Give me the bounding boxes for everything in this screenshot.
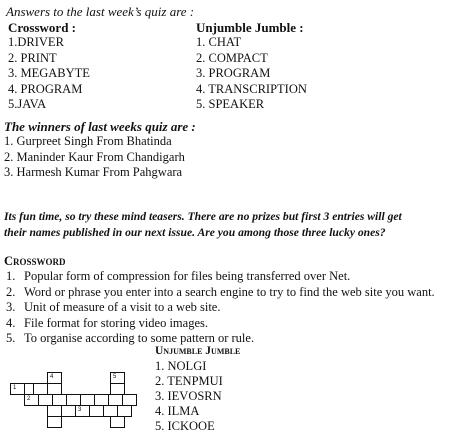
clue-number: 4. <box>6 315 16 330</box>
list-item: 2. PRINT <box>8 50 57 65</box>
clue-text: File format for storing video images. <box>24 315 208 330</box>
jumble-answers <box>196 20 396 113</box>
clue-row <box>4 300 448 316</box>
crossword-title: Crossword <box>4 254 66 268</box>
list-item: 3. MEGABYTE <box>8 66 90 81</box>
grid-number: 4 <box>50 374 54 380</box>
clue-row <box>4 316 448 332</box>
list-item: 3. Harmesh Kumar From Pahgwara <box>4 165 183 180</box>
list-item: 2. TENPMUI <box>155 374 223 388</box>
clue-number: 2. <box>6 284 16 299</box>
grid-number: 2 <box>27 396 31 402</box>
list-item: 1.DRIVER <box>8 35 64 49</box>
list-item: 5.JAVA <box>8 97 47 112</box>
teaser-line-1: Its fun time, so try these mind teasers. There are no prizes but first 3 entries will get <box>4 210 402 223</box>
grid-cell[interactable] <box>75 405 90 417</box>
grid-cell[interactable] <box>89 405 104 417</box>
unjumble-list <box>155 359 223 434</box>
list-item: 4. PROGRAM <box>8 81 83 96</box>
list-item: 1. NOLGI <box>155 359 207 373</box>
teaser-paragraph <box>4 209 402 241</box>
clue-text: Word or phrase you enter into a search engine to try to find the web site you want. <box>24 284 435 299</box>
winners-section <box>4 119 304 181</box>
jumble-answers-title: Unjumble Jumble : <box>196 20 304 35</box>
list-item: 5. ICKOOE <box>155 419 215 433</box>
crossword-answers <box>8 20 188 113</box>
list-item: 2. Maninder Kaur From Chandigarh <box>4 149 185 164</box>
list-item: 4. TRANSCRIPTION <box>196 81 307 96</box>
clue-text: To organise according to some pattern or rule. <box>24 331 255 345</box>
list-item: 1. CHAT <box>196 35 242 49</box>
clue-number: 3. <box>6 300 16 314</box>
list-item: 3. PROGRAM <box>196 66 271 81</box>
clue-number: 1. <box>6 269 16 283</box>
crossword-grid <box>10 372 150 432</box>
grid-cell[interactable] <box>24 394 39 406</box>
grid-number: 5 <box>113 374 117 380</box>
grid-cell[interactable] <box>61 405 76 417</box>
winners-list <box>4 134 304 181</box>
grid-cell[interactable] <box>10 383 25 395</box>
list-item: 5. SPEAKER <box>196 97 265 112</box>
grid-cell[interactable] <box>47 416 62 428</box>
crossword-answers-list <box>8 35 188 113</box>
unjumble-title: Unjumble Jumble <box>155 345 241 357</box>
list-item: 2. COMPACT <box>196 50 268 65</box>
clue-text: Popular form of compression for files being transferred over Net. <box>24 269 351 283</box>
crossword-answers-title: Crossword : <box>8 20 77 35</box>
winners-heading: The winners of last weeks quiz are : <box>4 119 196 134</box>
list-item: 1. Gurpreet Singh From Bhatinda <box>4 134 172 148</box>
clue-row <box>4 269 448 285</box>
grid-number: 1 <box>13 385 17 391</box>
answers-heading: Answers to the last week’s quiz are : <box>6 4 195 19</box>
list-item: 4. ILMA <box>155 404 200 418</box>
crossword-clues <box>4 269 448 347</box>
grid-cell[interactable] <box>110 416 125 428</box>
grid-number: 3 <box>78 407 82 413</box>
clue-row <box>4 285 448 301</box>
clue-number: 5. <box>6 331 16 345</box>
teaser-line-2: their names published in our next issue. Are you among those three lucky ones? <box>4 226 386 239</box>
jumble-answers-list <box>196 35 396 113</box>
clue-text: Unit of measure of a visit to a web site. <box>24 300 221 314</box>
list-item: 3. IEVOSRN <box>155 389 222 403</box>
